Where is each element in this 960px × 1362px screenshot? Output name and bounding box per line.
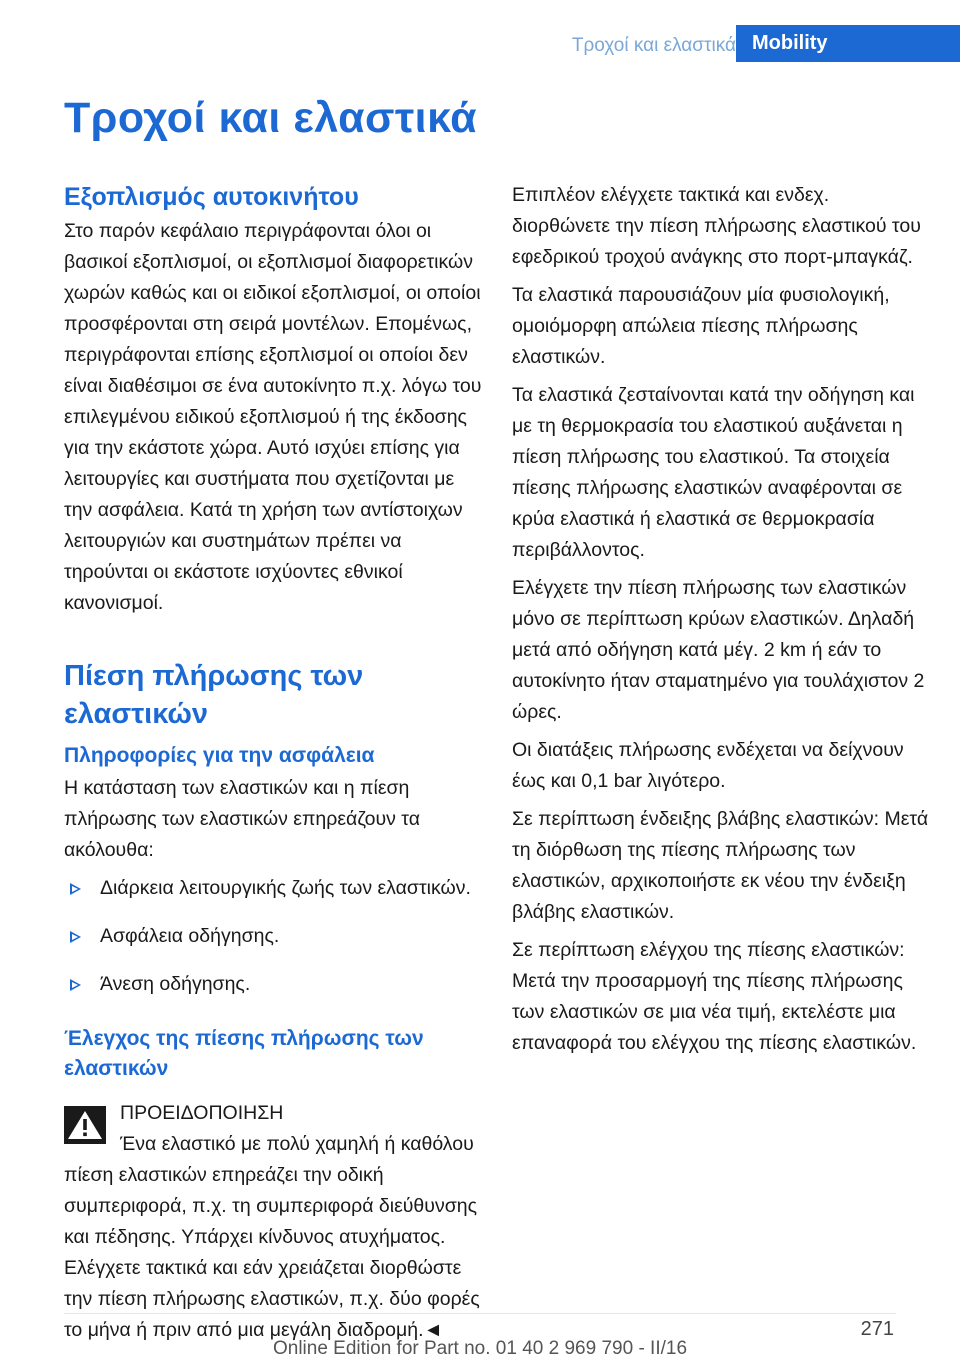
paragraph: Επιπλέον ελέγχετε τακτικά και ενδεχ. διορθώνετε την πίεση πλήρωσης ελαστικού του εφεδρικού τροχού ανάγκης στο πορτ-μπαγκάζ. xyxy=(512,184,921,268)
footer-divider xyxy=(64,1313,896,1314)
warning-triangle-icon xyxy=(64,1106,106,1144)
list-item-text: Διάρκεια λειτουργικής ζωής των ελαστικών. xyxy=(100,877,471,899)
page-header xyxy=(0,0,960,62)
safety-paragraph: Η κατάσταση των ελαστικών και η πίεση πλήρωσης των ελαστικών επηρεάζουν τα ακόλουθα: xyxy=(64,777,420,861)
paragraph: Τα ελαστικά παρουσιάζουν μία φυσιολογική, ομοιόμορφη απώλεια πίεσης πλήρωσης ελαστικών. xyxy=(512,284,890,368)
edition-line: Online Edition for Part no. 01 40 2 969 790 - II/16 xyxy=(272,1338,688,1359)
left-column xyxy=(64,180,484,1346)
effects-list xyxy=(64,873,484,1000)
equipment-paragraph: Στο παρόν κεφάλαιο περιγράφονται όλοι οι βασικοί εξοπλισμοί, οι εξοπλισμοί διαφορετικών χωρών καθώς και οι ειδικοί εξοπλισμοί, οι οποίοι προσφέρονται στη σειρά μοντέλων. Επομένως, περιγράφονται επίσης εξοπλισμοί οι οποίοι δεν είναι διαθέσιμοι σε ένα αυτοκίνητο π.χ. λόγω του επιλεγμένου ειδικού εξοπλισμού ή της έκδοσης για την εκάστοτε χώρα. Αυτό ισχύει επίσης για λειτουργίες και συστήματα που σχετίζονται με την ασφάλεια. Κατά τη χρήση των αντίστοιχων λειτουργιών και συστημάτων πρέπει να τηρούνται οι εκάστοτε ισχύοντες εθνικοί κανονισμοί. xyxy=(64,220,482,614)
paragraph: Ελέγχετε την πίεση πλήρωσης των ελαστικών μόνο σε περίπτωση κρύων ελαστικών. Δηλαδή μετά από οδήγηση κατά μέγ. 2 km ή εάν το αυτοκίνητο ήταν σταματημένο για τουλάχιστον 2 ώρες. xyxy=(512,577,925,723)
chapter-title: Τροχοί και ελαστικά xyxy=(571,35,736,56)
paragraph: Σε περίπτωση ένδειξης βλάβης ελαστικών: Μετά τη διόρθωση της πίεσης πλήρωσης των ελαστικών, αρχικοποιήστε εκ νέου την ένδειξη βλάβης ελαστικών. xyxy=(512,808,929,923)
list-item xyxy=(64,921,484,952)
page-number: 271 xyxy=(860,1318,894,1340)
list-item xyxy=(64,969,484,1000)
equipment-heading: Εξοπλισμός αυτοκινήτου xyxy=(64,183,359,211)
list-item xyxy=(64,873,484,904)
pressure-heading: Πίεση πλήρωσης των ελαστικών xyxy=(64,660,364,730)
paragraph: Τα ελαστικά ζεσταίνονται κατά την οδήγηση και με τη θερμοκρασία του ελαστικού αυξάνεται η πίεση πλήρωσης του ελαστικού. Τα στοιχεία πίεσης πλήρωσης ελαστικών αναφέρονται σε κρύα ελαστικά ή ελαστικά σε θερμοκρασία περιβάλλοντος. xyxy=(512,384,915,561)
safety-heading: Πληροφορίες για την ασφάλεια xyxy=(64,744,375,767)
warning-label: ΠΡΟΕΙΔΟΠΟΙΗΣΗ xyxy=(120,1102,284,1124)
page-footer xyxy=(0,1308,960,1362)
list-item-text: Ασφάλεια οδήγησης. xyxy=(100,925,280,947)
warning-text: Ένα ελαστικό με πολύ χαμηλή ή καθόλου πίεση ελαστικών επηρεάζει την οδική συμπεριφορά, π.χ. τη συμπεριφορά διεύθυνσης και πέδησης. Υπάρχει κίνδυνος ατυχήματος. Ελέγχετε τακτικά και εάν χρειάζεται διορθώστε την πίεση πλήρωσης ελαστικών, π.χ. δύο φορές το μήνα ή πριν από μια μεγάλη διαδρομή.◄ xyxy=(64,1133,480,1341)
right-column xyxy=(512,180,932,1066)
bullet-triangle-icon xyxy=(70,931,81,943)
bullet-triangle-icon xyxy=(70,883,81,895)
list-item-text: Άνεση οδήγησης. xyxy=(100,973,251,995)
paragraph: Σε περίπτωση ελέγχου της πίεσης ελαστικών: Μετά την προσαρμογή της πίεσης πλήρωσης των ελαστικών σε μια νέα τιμή, εκτελέστε μια επαναφορά του ελέγχου της πίεσης ελαστικών. xyxy=(512,939,917,1054)
check-pressure-heading: Έλεγχος της πίεσης πλήρωσης των ελαστικών xyxy=(64,1027,424,1080)
paragraph: Οι διατάξεις πλήρωσης ενδέχεται να δείχνουν έως και 0,1 bar λιγότερο. xyxy=(512,739,904,792)
bullet-triangle-icon xyxy=(70,979,81,991)
section-tab: Mobility xyxy=(736,25,960,62)
page-title: Τροχοί και ελαστικά xyxy=(64,94,478,142)
